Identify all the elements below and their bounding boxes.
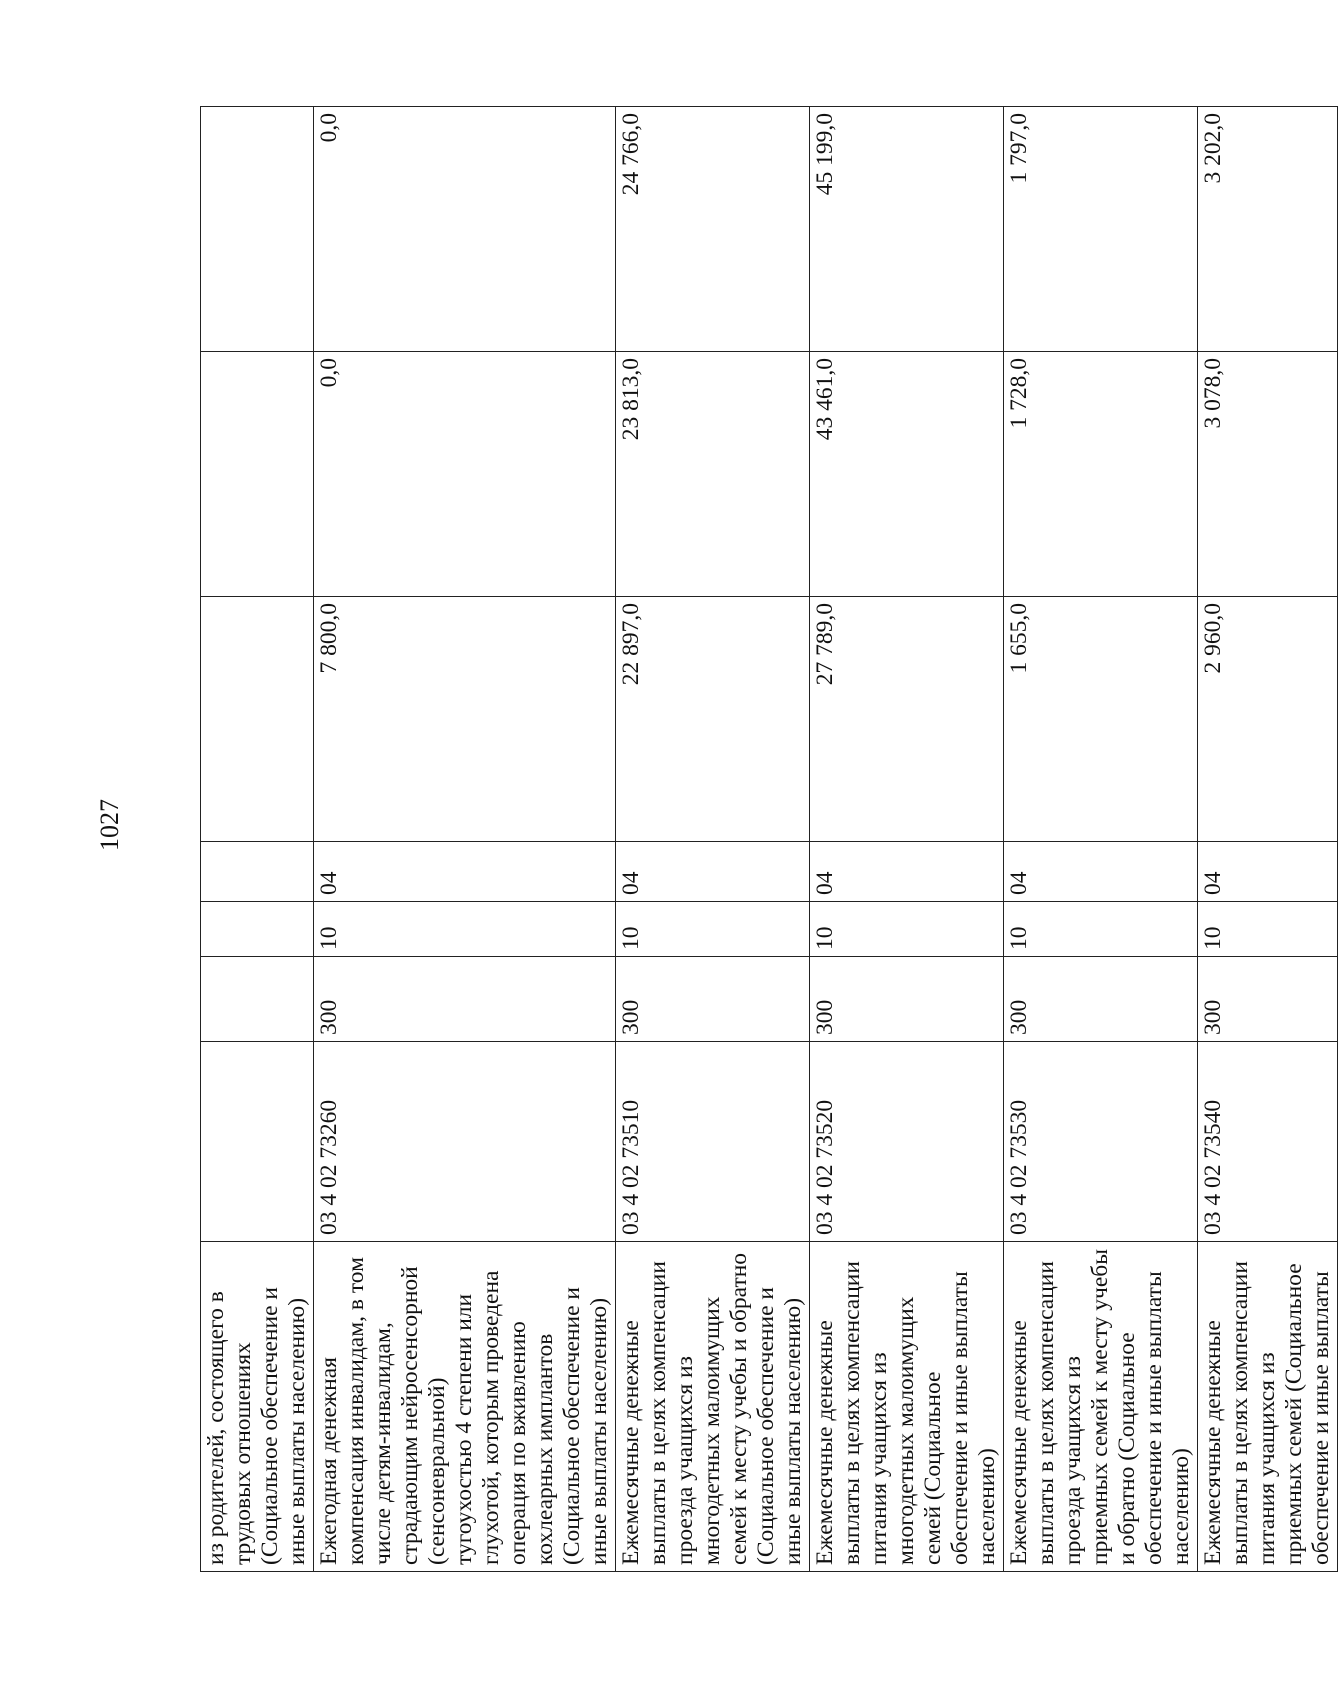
budget-table-container — [200, 107, 1334, 1572]
section-code: 10 — [1004, 902, 1198, 957]
amount-year-2 — [201, 352, 314, 597]
amount-year-3: 3 202,0 — [1198, 107, 1338, 352]
amount-year-2: 3 078,0 — [1198, 352, 1338, 597]
subsection-code: 04 — [1198, 842, 1338, 902]
table-row — [810, 107, 1004, 1572]
amount-year-2: 0,0 — [314, 352, 616, 597]
row-description: из родителей, состоящего в трудовых отношениях (Социальное обеспечение и иные выплаты населению) — [201, 1242, 314, 1572]
table-row — [1198, 107, 1338, 1572]
subsection-code: 04 — [314, 842, 616, 902]
amount-year-3: 1 797,0 — [1004, 107, 1198, 352]
section-code: 10 — [616, 902, 810, 957]
amount-year-2: 43 461,0 — [810, 352, 1004, 597]
subsection-code — [201, 842, 314, 902]
budget-table — [200, 106, 1338, 1572]
subsection-code: 04 — [1004, 842, 1198, 902]
expense-type-code: 300 — [810, 957, 1004, 1042]
expense-type-code: 300 — [616, 957, 810, 1042]
page-number: 1027 — [95, 799, 124, 851]
expense-type-code: 300 — [1198, 957, 1338, 1042]
table-row — [201, 107, 314, 1572]
target-article-code: 03 4 02 73510 — [616, 1042, 810, 1242]
amount-year-1: 7 800,0 — [314, 597, 616, 842]
row-description: Ежемесячные денежные выплаты в целях компенсации питания учащихся из многодетных малоимущих семей (Социальное обеспечение и иные выплаты населению) — [810, 1242, 1004, 1572]
row-description: Ежемесячные денежные выплаты в целях компенсации питания учащихся из приемных семей (Социальное обеспечение и иные выплаты — [1198, 1242, 1338, 1572]
target-article-code: 03 4 02 73540 — [1198, 1042, 1338, 1242]
amount-year-1: 1 655,0 — [1004, 597, 1198, 842]
amount-year-3 — [201, 107, 314, 352]
amount-year-1: 27 789,0 — [810, 597, 1004, 842]
target-article-code: 03 4 02 73530 — [1004, 1042, 1198, 1242]
subsection-code: 04 — [810, 842, 1004, 902]
amount-year-2: 23 813,0 — [616, 352, 810, 597]
row-description: Ежемесячные денежные выплаты в целях компенсации проезда учащихся из приемных семей к месту учебы и обратно (Социальное обеспечение и иные выплаты населению) — [1004, 1242, 1198, 1572]
section-code: 10 — [1198, 902, 1338, 957]
section-code: 10 — [314, 902, 616, 957]
section-code — [201, 902, 314, 957]
table-row — [314, 107, 616, 1572]
expense-type-code: 300 — [1004, 957, 1198, 1042]
amount-year-2: 1 728,0 — [1004, 352, 1198, 597]
expense-type-code: 300 — [314, 957, 616, 1042]
amount-year-1 — [201, 597, 314, 842]
section-code: 10 — [810, 902, 1004, 957]
amount-year-3: 24 766,0 — [616, 107, 810, 352]
expense-type-code — [201, 957, 314, 1042]
amount-year-1: 22 897,0 — [616, 597, 810, 842]
table-row — [1004, 107, 1198, 1572]
amount-year-3: 0,0 — [314, 107, 616, 352]
amount-year-1: 2 960,0 — [1198, 597, 1338, 842]
subsection-code: 04 — [616, 842, 810, 902]
row-description: Ежегодная денежная компенсация инвалидам, в том числе детям-инвалидам, страдающим нейросенсорной (сенсоневральной) тугоухостью 4 степени или глухотой, которым проведена операция по вживлению кохлеарных имплантов (Социальное обеспечение и иные выплаты населению) — [314, 1242, 616, 1572]
row-description: Ежемесячные денежные выплаты в целях компенсации проезда учащихся из многодетных малоимущих семей к месту учебы и обратно (Социальное обеспечение и иные выплаты населению) — [616, 1242, 810, 1572]
target-article-code: 03 4 02 73260 — [314, 1042, 616, 1242]
target-article-code — [201, 1042, 314, 1242]
target-article-code: 03 4 02 73520 — [810, 1042, 1004, 1242]
amount-year-3: 45 199,0 — [810, 107, 1004, 352]
table-row — [616, 107, 810, 1572]
